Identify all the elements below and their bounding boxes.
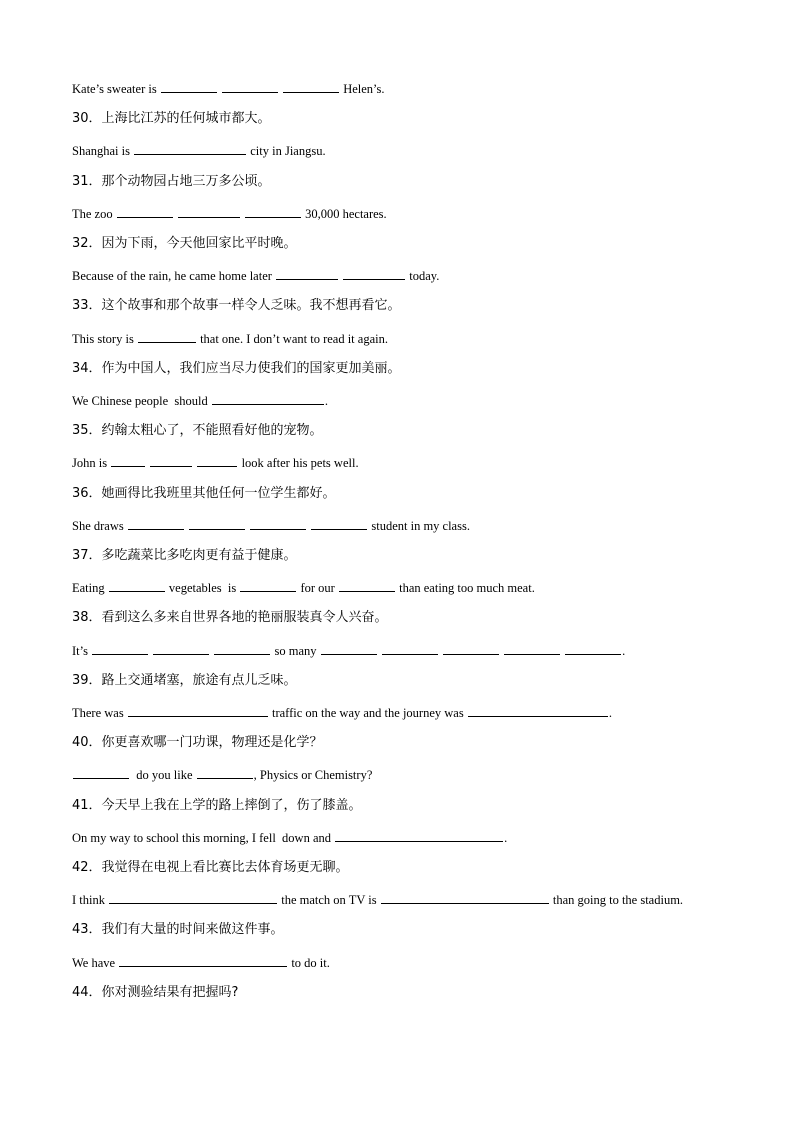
answer-blank[interactable] (443, 642, 499, 655)
sentence-text: so many (271, 643, 320, 658)
answer-sentence (72, 704, 612, 721)
answer-blank[interactable] (214, 642, 270, 655)
sentence-text (185, 519, 188, 533)
answer-sentence (72, 829, 507, 846)
question-prompt: 43．我们有大量的时间来做这件事。 (72, 922, 284, 938)
answer-blank[interactable] (343, 267, 405, 280)
question-prompt: 36．她画得比我班里其他任何一位学生都好。 (72, 485, 336, 501)
answer-blank[interactable] (134, 142, 246, 155)
sentence-text: . (608, 706, 612, 720)
answer-blank[interactable] (381, 891, 549, 904)
sentence-text: . (504, 830, 508, 845)
answer-blank[interactable] (138, 330, 196, 343)
sentence-text: Helen’s. (340, 82, 385, 96)
sentence-text: traffic on the way and the journey was (268, 706, 467, 720)
sentence-text (339, 269, 342, 283)
sentence-text: that one. I don’t want to read it again. (196, 331, 388, 346)
sentence-text: city in Jiangsu. (247, 144, 326, 159)
sentence-text (439, 644, 442, 658)
sentence-text: We Chinese people should (72, 394, 211, 408)
sentence-text: 30,000 hectares. (301, 206, 387, 221)
answer-blank[interactable] (504, 642, 560, 655)
answer-blank[interactable] (161, 80, 217, 93)
sentence-text (174, 207, 177, 221)
answer-blank[interactable] (117, 205, 173, 218)
sentence-text: than going to the stadium. (549, 893, 684, 908)
question-prompt: 40．你更喜欢哪一门功课，物理还是化学？ (72, 735, 323, 751)
sentence-text: It’s (72, 643, 92, 658)
answer-blank[interactable] (335, 829, 503, 842)
question-prompt: 31．那个动物园占地三万多公顷。 (72, 173, 271, 189)
answer-blank[interactable] (468, 704, 608, 717)
answer-blank[interactable] (197, 766, 253, 779)
answer-blank[interactable] (250, 517, 306, 530)
sentence-text: to do it. (288, 955, 330, 970)
answer-blank[interactable] (321, 642, 377, 655)
answer-blank[interactable] (565, 642, 621, 655)
answer-sentence (72, 954, 330, 971)
answer-blank[interactable] (245, 205, 301, 218)
sentence-text: We have (72, 955, 119, 970)
question-prompt: 39．路上交通堵塞，旅途有点儿乏味。 (72, 672, 297, 688)
answer-blank[interactable] (73, 766, 129, 779)
answer-sentence (72, 579, 535, 596)
sentence-text: Eating (72, 581, 108, 596)
sentence-text: . (324, 394, 329, 408)
sentence-text: look after his pets well. (238, 456, 359, 471)
sentence-text: I think (72, 893, 109, 908)
sentence-text: student in my class. (368, 518, 470, 533)
sentence-text (149, 644, 152, 658)
sentence-text: the match on TV is (278, 893, 380, 908)
answer-blank[interactable] (311, 517, 367, 530)
answer-blank[interactable] (150, 454, 192, 467)
question-prompt: 33．这个故事和那个故事一样令人乏味。我不想再看它。 (72, 298, 401, 314)
answer-blank[interactable] (197, 454, 237, 467)
sentence-text (241, 207, 244, 221)
answer-blank[interactable] (240, 579, 296, 592)
question-prompt: 37．多吃蔬菜比多吃肉更有益于健康。 (72, 548, 297, 563)
question-prompt: 42．我觉得在电视上看比赛比去体育场更无聊。 (72, 860, 349, 875)
sentence-text: , Physics or Chemistry? (253, 768, 373, 783)
answer-blank[interactable] (339, 579, 395, 592)
answer-blank[interactable] (128, 704, 268, 717)
sentence-text: John is (72, 456, 111, 471)
sentence-text: Kate’s sweater is (72, 82, 160, 96)
answer-blank[interactable] (128, 517, 184, 530)
sentence-text (210, 644, 213, 658)
sentence-text: today. (406, 269, 440, 284)
answer-sentence (72, 142, 326, 159)
sentence-text (561, 644, 564, 658)
answer-sentence (72, 517, 470, 534)
sentence-text (307, 519, 310, 533)
answer-blank[interactable] (283, 80, 339, 93)
answer-blank[interactable] (212, 392, 324, 405)
answer-blank[interactable] (109, 891, 277, 904)
answer-sentence (72, 766, 372, 783)
sentence-text: There was (72, 706, 127, 720)
sentence-text: vegetables is (165, 581, 240, 596)
answer-blank[interactable] (111, 454, 145, 467)
sentence-text: for our (297, 581, 338, 596)
answer-blank[interactable] (178, 205, 240, 218)
question-prompt: 34．作为中国人，我们应当尽力使我们的国家更加美丽。 (72, 360, 401, 376)
sentence-text (279, 82, 282, 96)
question-prompt: 32．因为下雨，今天他回家比平时晚。 (72, 236, 297, 251)
question-prompt: 38．看到这么多来自世界各地的艳丽服装真令人兴奋。 (72, 610, 388, 626)
answer-blank[interactable] (276, 267, 338, 280)
answer-sentence (72, 267, 439, 284)
sentence-text (218, 82, 221, 96)
sentence-text: . (622, 643, 626, 658)
answer-sentence (72, 80, 385, 97)
sentence-text (378, 644, 381, 658)
sentence-text (146, 456, 149, 470)
sentence-text: This story is (72, 331, 137, 346)
sentence-text: On my way to school this morning, I fell down and (72, 830, 335, 845)
answer-sentence (72, 330, 388, 347)
answer-sentence (72, 205, 387, 222)
answer-blank[interactable] (382, 642, 438, 655)
answer-blank[interactable] (119, 954, 287, 967)
answer-sentence (72, 891, 683, 908)
question-prompt: 41．今天早上我在上学的路上摔倒了，伤了膝盖。 (72, 797, 362, 813)
answer-blank[interactable] (92, 642, 148, 655)
answer-blank[interactable] (222, 80, 278, 93)
answer-sentence (72, 642, 625, 659)
sentence-text (246, 519, 249, 533)
sentence-text (500, 644, 503, 658)
answer-sentence (72, 454, 359, 471)
sentence-text: She draws (72, 518, 127, 533)
sentence-text (193, 456, 196, 470)
sentence-text: than eating too much meat. (395, 581, 535, 596)
answer-blank[interactable] (109, 579, 165, 592)
question-prompt: 30．上海比江苏的任何城市都大。 (72, 111, 271, 127)
sentence-text: The zoo (72, 206, 116, 221)
question-prompt: 44．你对测验结果有把握吗? (72, 984, 239, 1000)
sentence-text: Because of the rain, he came home later (72, 269, 276, 284)
question-prompt: 35．约翰太粗心了，不能照看好他的宠物。 (72, 423, 323, 439)
answer-blank[interactable] (189, 517, 245, 530)
sentence-text: do you like (130, 768, 196, 783)
answer-blank[interactable] (153, 642, 209, 655)
answer-sentence (72, 392, 328, 409)
sentence-text: Shanghai is (72, 144, 134, 159)
